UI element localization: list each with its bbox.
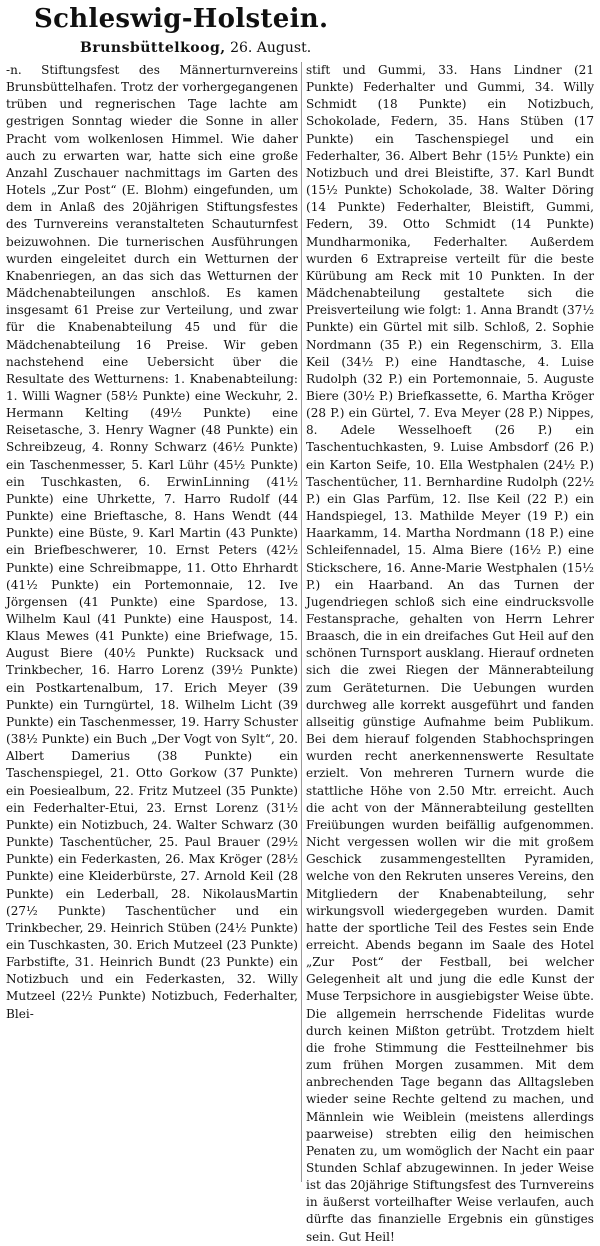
dateline [80, 40, 311, 56]
article-column-right [306, 62, 594, 1246]
column-divider [301, 62, 302, 1182]
dateline-place: Brunsbüttelkoog, [80, 40, 226, 56]
article-text-left: -n. Stiftungsfest des Männerturnvereins Brunsbüttelhafen. Trotz der vorhergegangenen trüben und regnerischen Tage lachte am gestrigen Sonntag wieder die Sonne in aller Pracht vom wolkenlosen Himmel. Wie daher auch zu erwarten war, hatte sich eine große Anzahl Zuschauer nachmittags im Garten des Hotels „Zur Post“ (E. Blohm) eingefunden, um dem in Anlaß des 20jährigen Stiftungsfestes des Turnvereins veranstalteten Schauturnfest beizuwohnen. Die turnerischen Ausführungen wurden eingeleitet durch ein Wetturnen der Knabenriegen, an das sich das Wetturnen der Mädchenabteilungen anschloß. Es kamen insgesamt 61 Preise zur Verteilung, und zwar für die Knabenabteilung 45 und für die Mädchenabteilung 16 Preise. Wir geben nachstehend eine Uebersicht über die Resultate des Wetturnens: 1. Knabenabteilung: 1. Willi Wagner (58½ Punkte) eine Weckuhr, 2. Hermann Kelting (49½ Punkte) eine Reisetasche, 3. Henry Wagner (48 Punkte) ein Schreibzeug, 4. Ronny Schwarz (46½ Punkte) ein Taschenmesser, 5. Karl Lühr (45½ Punkte) ein Tuschkasten, 6. ErwinLinning (41½ Punkte) eine Uhrkette, 7. Harro Rudolf (44 Punkte) eine Brieftasche, 8. Hans Wendt (44 Punkte) eine Büste, 9. Karl Martin (43 Punkte) ein Briefbeschwerer, 10. Ernst Peters (42½ Punkte) eine Schreibmappe, 11. Otto Ehrhardt (41½ Punkte) ein Portemonnaie, 12. Ive Jörgensen (41 Punkte) eine Spardose, 13. Wilhelm Kaul (41 Punkte) eine Hauspost, 14. Klaus Mewes (41 Punkte) eine Briefwage, 15. August Biere (40½ Punkte) Rucksack und Trinkbecher, 16. Harro Lorenz (39½ Punkte) ein Postkartenalbum, 17. Erich Meyer (39 Punkte) ein Turngürtel, 18. Wilhelm Licht (39 Punkte) ein Taschenmesser, 19. Harry Schuster (38½ Punkte) ein Buch „Der Vogt von Sylt“, 20. Albert Damerius (38 Punkte) ein Taschenspiegel, 21. Otto Gorkow (37 Punkte) ein Poesiealbum, 22. Fritz Mutzeel (35 Punkte) ein Federhalter-Etui, 23. Ernst Lorenz (31½ Punkte) ein Notizbuch, 24. Walter Schwarz (30 Punkte) Taschentücher, 25. Paul Brauer (29½ Punkte) ein Federkasten, 26. Max Kröger (28½ Punkte) eine Kleiderbürste, 27. Arnold Keil (28 Punkte) ein Lederball, 28. NikolausMartin (27½ Punkte) Taschentücher und ein Trinkbecher, 29. Heinrich Stüben (24½ Punkte) ein Tuschkasten, 30. Erich Mutzeel (23 Punkte) Farbstifte, 31. Heinrich Bundt (23 Punkte) ein Notizbuch und ein Federkasten, 32. Willy Mutzeel (22½ Punkte) Notizbuch, Federhalter, Blei- [6, 63, 298, 1021]
article-column-left [6, 62, 298, 1023]
headline: Schleswig-Holstein. [34, 4, 329, 34]
article-text-right: stift und Gummi, 33. Hans Lindner (21 Punkte) Federhalter und Gummi, 34. Willy Schmidt (18 Punkte) ein Notizbuch, Schokolade, Federn, 35. Hans Stüben (17 Punkte) ein Taschenspiegel und ein Federhalter, 36. Albert Behr (15½ Punkte) ein Notizbuch und drei Bleistifte, 37. Karl Bundt (15½ Punkte) Schokolade, 38. Walter Döring (14 Punkte) Federhalter, Bleistift, Gummi, Federn, 39. Otto Schmidt (14 Punkte) Mundharmonika, Federhalter. Außerdem wurden 6 Extrapreise verteilt für die beste Kürübung am Reck mit 10 Punkten. In der Mädchenabteilung gestaltete sich die Preisverteilung wie folgt: 1. Anna Brandt (37½ Punkte) ein Gürtel mit silb. Schloß, 2. Sophie Nordmann (35 P.) ein Regenschirm, 3. Ella Keil (34½ P.) eine Handtasche, 4. Luise Rudolph (32 P.) ein Portemonnaie, 5. Auguste Biere (30½ P.) Briefkassette, 6. Martha Kröger (28 P.) ein Gürtel, 7. Eva Meyer (28 P.) Nippes, 8. Adele Wesselhoeft (26 P.) ein Taschentuchkasten, 9. Luise Ambsdorf (26 P.) ein Karton Seife, 10. Ella Westphalen (24½ P.) Taschentücher, 11. Bernhardine Rudolph (22½ P.) ein Glas Parfüm, 12. Ilse Keil (22 P.) ein Handspiegel, 13. Mathilde Meyer (19 P.) ein Haarkamm, 14. Martha Nordmann (18 P.) eine Schleifennadel, 15. Alma Biere (16½ P.) eine Stickschere, 16. Anne-Marie Westphalen (15½ P.) ein Haarband. An das Turnen der Jugendriegen schloß sich eine eindrucksvolle Festansprache, gehalten von Herrn Lehrer Braasch, die in ein dreifaches Gut Heil auf den schönen Turnsport ausklang. Hierauf ordneten sich die zwei Riegen der Männerabteilung zum Geräteturnen. Die Uebungen wurden durchweg alle korrekt ausgeführt und fanden allseitig günstige Aufnahme beim Publikum. Bei dem hierauf folgenden Stabhochspringen wurden recht anerkennenswerte Resultate erzielt. Von mehreren Turnern wurde die stattliche Höhe von 2.50 Mtr. erreicht. Auch die acht von der Männerabteilung gestellten Freiübungen wurden beifällig aufgenommen. Nicht vergessen wollen wir die mit großem Geschick zusammengestellten Pyramiden, welche von den Rekruten unseres Vereins, den Mitgliedern der Knabenabteilung, sehr wirkungsvoll wiedergegeben wurden. Damit hatte der sportliche Teil des Festes sein Ende erreicht. Abends begann im Saale des Hotel „Zur Post“ der Festball, bei welcher Gelegenheit alt und jung die edle Kunst der Muse Terpsichore in ausgiebigster Weise übte. Die allgemein herrschende Fidelitas wurde durch keinen Mißton getrübt. Trotzdem hielt die frohe Stimmung die Festteilnehmer bis zum frühen Morgen zusammen. Mit dem anbrechenden Tage begann das Alltagsleben wieder seine Rechte geltend zu machen, und Männlein wie Weiblein (meistens allerdings paarweise) strebten eilig den heimischen Penaten zu, um womöglich der Nacht ein paar Stunden Schlaf abzugewinnen. In jeder Weise ist das 20jährige Stiftungsfest des Turnvereins in äußerst vorteilhafter Weise verlaufen, auch dürfte das finanzielle Ergebnis ein günstiges sein. Gut Heil! [306, 63, 594, 1244]
dateline-date: 26. August. [230, 40, 312, 56]
